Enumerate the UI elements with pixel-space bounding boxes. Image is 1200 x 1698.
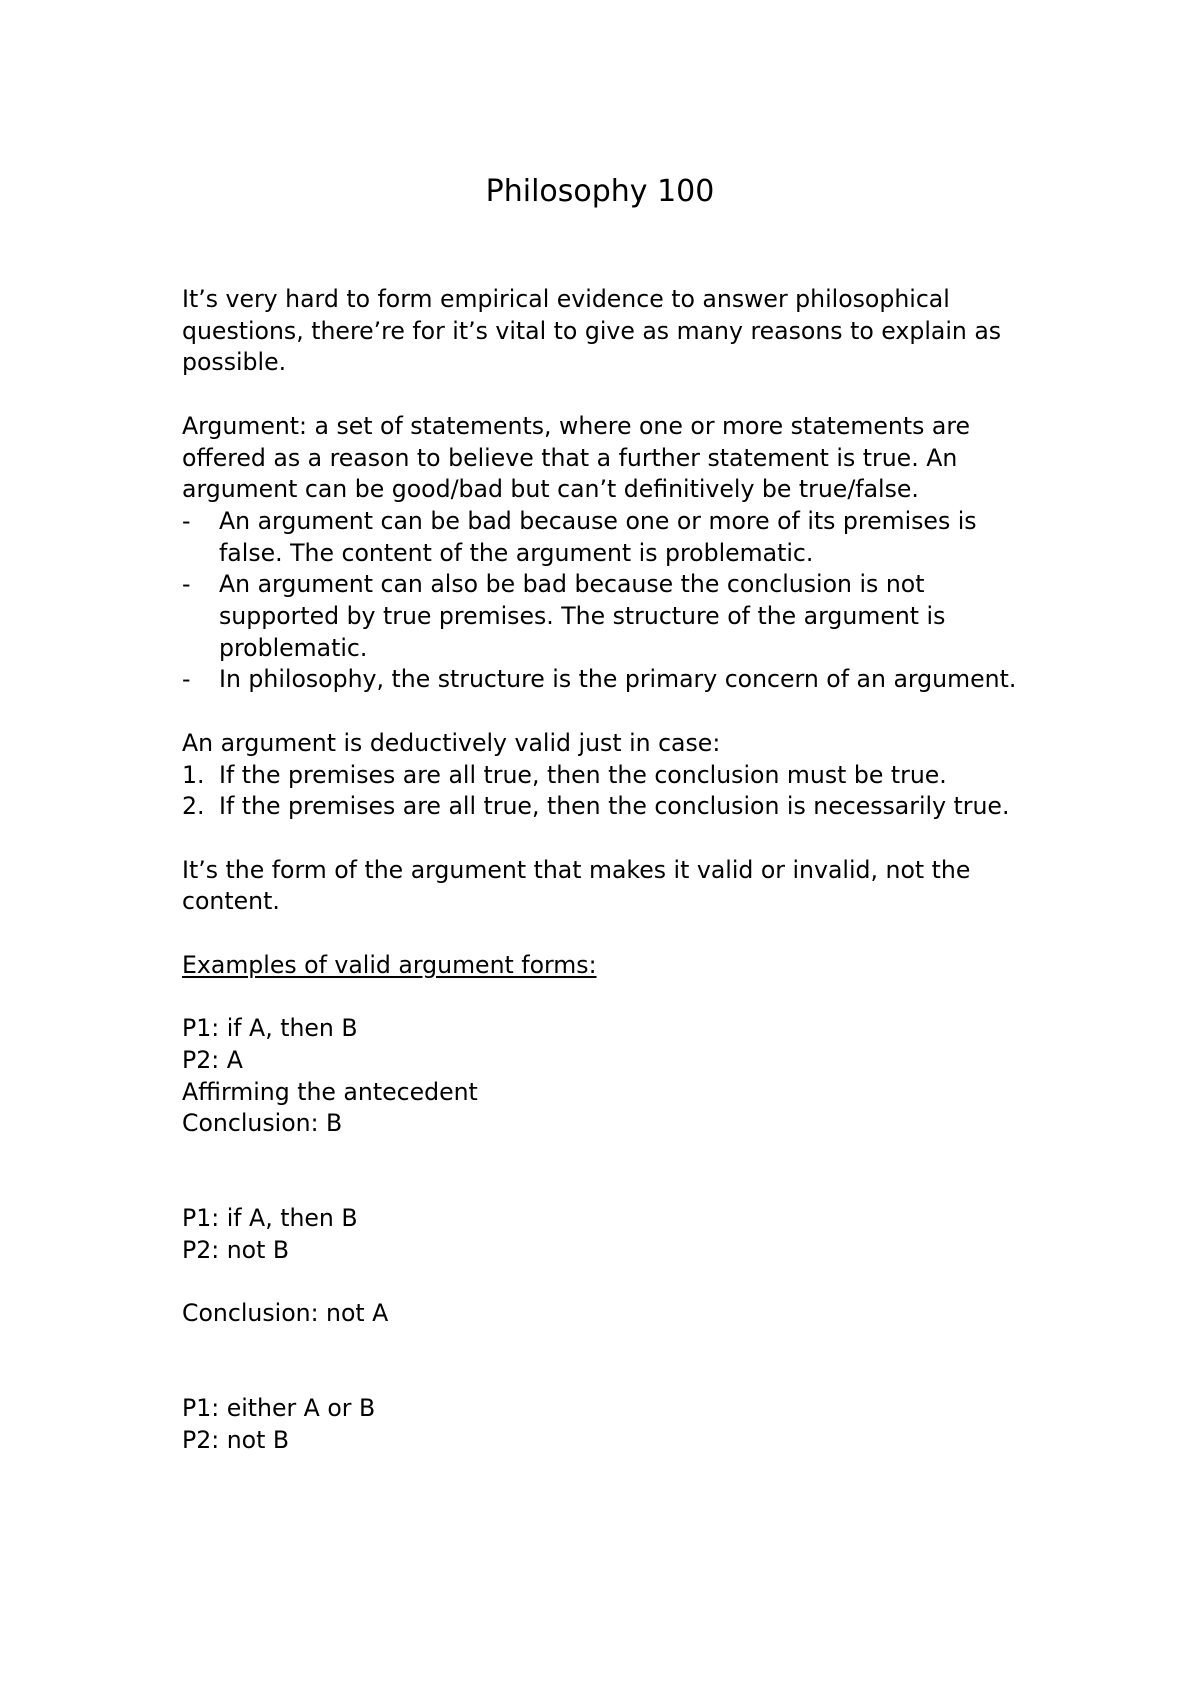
conclusion: Conclusion: not A [182,1299,389,1328]
validity-points-list [182,760,1042,823]
bullet-marker: - [182,665,191,694]
list-item [182,791,1042,823]
document-body [182,284,1042,1457]
examples-heading: Examples of valid argument forms: [182,950,597,979]
premise-1: P1: if A, then B [182,1014,358,1043]
list-item-text: An argument can be bad because one or more of its premises is false. The content of the argument is problematic. [219,506,977,567]
form-name: Affirming the antecedent [182,1077,478,1106]
example-block-3 [182,1393,1042,1456]
list-item [182,569,1042,664]
number-marker: 2. [182,792,205,821]
bullet-marker: - [182,506,191,535]
list-item-text: If the premises are all true, then the conclusion is necessarily true. [219,792,1010,821]
premise-2: P2: not B [182,1426,290,1455]
list-item-text: If the premises are all true, then the conclusion must be true. [219,760,947,789]
page-title: Philosophy 100 [485,174,715,209]
conclusion: Conclusion: B [182,1109,343,1138]
list-item [182,664,1042,696]
premise-1: P1: if A, then B [182,1204,358,1233]
example-block-1 [182,1013,1042,1140]
list-item-text: An argument can also be bad because the conclusion is not supported by true premises. The structure of the argument is problematic. [219,570,946,662]
list-item [182,506,1042,569]
list-item-text: In philosophy, the structure is the primary concern of an argument. [219,665,1017,694]
argument-definition: Argument: a set of statements, where one or more statements are offered as a reason to believe that a further statement is true. An argument can be good/bad but can’t definitively be true/false. [182,411,971,504]
list-item [182,760,1042,792]
premise-2: P2: A [182,1045,243,1074]
premise-1: P1: either A or B [182,1394,376,1423]
example-block-2 [182,1203,1042,1330]
bullet-marker: - [182,570,191,599]
validity-intro: An argument is deductively valid just in case: [182,728,721,757]
premise-2: P2: not B [182,1236,290,1264]
argument-points-list [182,506,1042,696]
form-note: It’s the form of the argument that makes it valid or invalid, not the content. [182,855,971,916]
intro-paragraph: It’s very hard to form empirical evidence to answer philosophical questions, there’re for it’s vital to give as many reasons to explain as possible. [182,285,1002,377]
number-marker: 1. [182,760,205,789]
